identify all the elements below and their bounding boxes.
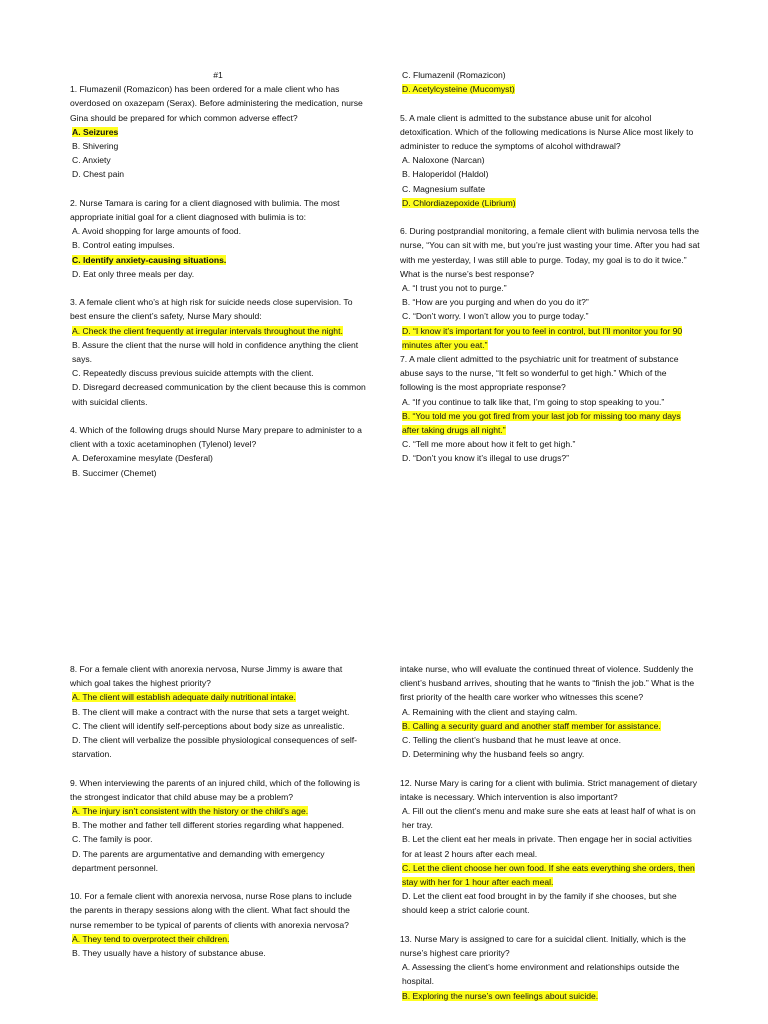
answer-option: A. Avoid shopping for large amounts of food. bbox=[72, 226, 241, 237]
question-stem: 6. During postprandial monitoring, a female client with bulimia nervosa tells the nurse, “You can sit with me, but you’re just wasting your time. After you had sat with me yesterday, I was still able to purge. Today, my goal is to do it twice.” What is the nurse’s best response? bbox=[400, 226, 700, 279]
question-11-continued bbox=[400, 662, 700, 761]
answer-option: C. “Tell me more about how it felt to get high.” bbox=[402, 439, 576, 450]
answer-option: A. Fill out the client’s menu and make sure she eats at least half of what is on her tray. bbox=[402, 806, 696, 831]
question-stem: 8. For a female client with anorexia nervosa, Nurse Jimmy is aware that which goal takes the highest priority? bbox=[70, 664, 343, 689]
question-stem: 9. When interviewing the parents of an injured child, which of the following is the strongest indicator that child abuse may be a problem? bbox=[70, 777, 360, 802]
answer-option: C. Telling the client’s husband that he must leave at once. bbox=[402, 735, 621, 746]
answer-option: B. They usually have a history of substance abuse. bbox=[72, 948, 266, 959]
question-stem: 4. Which of the following drugs should Nurse Mary prepare to administer to a client with a toxic acetaminophen (Tylenol) level? bbox=[70, 425, 362, 450]
question-stem: 1. Flumazenil (Romazicon) has been ordered for a male client who has overdosed on oxazepam (Serax). Before administering the medication, nurse Gina should be prepared for which common adverse effect? bbox=[70, 84, 363, 123]
answer-option: B. Succimer (Chemet) bbox=[72, 467, 157, 478]
answer-option: B. Let the client eat her meals in private. Then engage her in social activities for at least 2 hours after each meal. bbox=[402, 834, 692, 859]
answer-option: C. “Don’t worry. I won’t allow you to purge today.” bbox=[402, 311, 589, 322]
answer-option: C. Flumazenil (Romazicon) bbox=[402, 70, 506, 80]
answer-option-highlighted: B. Calling a security guard and another staff member for assistance. bbox=[402, 720, 661, 731]
question-3 bbox=[70, 295, 366, 409]
answer-option: D. “Don’t you know it’s illegal to use drugs?” bbox=[402, 453, 570, 464]
question-4 bbox=[70, 423, 366, 480]
answer-option-highlighted: D. “I know it’s important for you to feel in control, but I’ll monitor you for 90 minutes after you eat.” bbox=[402, 325, 683, 350]
answer-option-highlighted: D. Acetylcysteine (Mucomyst) bbox=[402, 84, 515, 95]
answer-option-highlighted: A. Seizures bbox=[72, 126, 119, 137]
answer-option-highlighted: C. Let the client choose her own food. If she eats everything she orders, then stay with her for 1 hour after each meal. bbox=[402, 862, 695, 888]
question-2 bbox=[70, 196, 366, 281]
question-8 bbox=[70, 662, 366, 761]
question-1 bbox=[70, 82, 366, 181]
answer-option: C. Repeatedly discuss previous suicide attempts with the client. bbox=[72, 368, 314, 379]
question-stem: 12. Nurse Mary is caring for a client with bulimia. Strict management of dietary intake is necessary. Which intervention is also important? bbox=[400, 777, 698, 802]
answer-option: D. Determining why the husband feels so angry. bbox=[402, 749, 585, 760]
answer-option: D. Disregard decreased communication by the client because this is common with suicidal clients. bbox=[72, 382, 366, 407]
answer-option-highlighted: A. The client will establish adequate daily nutritional intake. bbox=[72, 692, 296, 703]
answer-option: D. The client will verbalize the possible physiological consequences of self-starvation. bbox=[72, 735, 358, 760]
answer-option-highlighted: A. Check the client frequently at irregular intervals throughout the night. bbox=[72, 325, 343, 336]
answer-option: A. Naloxone (Narcan) bbox=[402, 155, 485, 166]
question-stem: 13. Nurse Mary is assigned to care for a suicidal client. Initially, which is the nurse’s highest care priority? bbox=[400, 933, 686, 959]
answer-option: A. “If you continue to talk like that, I’m going to stop speaking to you.” bbox=[402, 396, 665, 407]
answer-option: A. “I trust you not to purge.” bbox=[402, 283, 507, 294]
answer-option-highlighted: A. The injury isn’t consistent with the history or the child’s age. bbox=[72, 806, 309, 817]
answer-option: A. Deferoxamine mesylate (Desferal) bbox=[72, 453, 213, 464]
answer-option-highlighted: B. “You told me you got fired from your last job for missing too many days after taking drugs all night.” bbox=[402, 410, 681, 436]
answer-option: D. The parents are argumentative and demanding with emergency department personnel. bbox=[72, 848, 325, 873]
question-4-continued bbox=[400, 68, 700, 96]
answer-option: D. Eat only three meals per day. bbox=[72, 268, 195, 279]
answer-option: C. The family is poor. bbox=[72, 834, 153, 845]
answer-option: B. The mother and father tell different stories regarding what happened. bbox=[72, 820, 344, 831]
question-13 bbox=[400, 932, 700, 1003]
question-stem: intake nurse, who will evaluate the continued threat of violence. Suddenly the client’s husband arrives, shouting that he wants to “finish the job.” What is the first priority of the health care worker who witnesses this scene? bbox=[400, 664, 695, 703]
page2-right-column bbox=[400, 662, 700, 1003]
answer-option: B. The client will make a contract with the nurse that sets a target weight. bbox=[72, 706, 350, 717]
answer-option-highlighted: D. Chlordiazepoxide (Librium) bbox=[402, 197, 516, 208]
question-stem: 7. A male client admitted to the psychiatric unit for treatment of substance abuse says to the nurse, “It felt so wonderful to get high.” Which of the following is the most appropriate response? bbox=[400, 354, 679, 393]
question-stem: 10. For a female client with anorexia nervosa, nurse Rose plans to include the parents in therapy sessions along with the client. What fact should the nurse remember to be typical of parents of clients with anorexia nervosa? bbox=[70, 891, 352, 930]
answer-option-highlighted: B. Exploring the nurse’s own feelings about suicide. bbox=[402, 990, 599, 1001]
answer-option: B. “How are you purging and when do you do it?” bbox=[402, 297, 589, 308]
answer-option: D. Chest pain bbox=[72, 169, 125, 180]
question-5 bbox=[400, 111, 700, 210]
answer-option: B. Control eating impulses. bbox=[72, 240, 175, 251]
page2-left-column bbox=[70, 662, 366, 960]
answer-option: C. The client will identify self-perceptions about body size as unrealistic. bbox=[72, 720, 345, 731]
answer-option-highlighted: A. They tend to overprotect their children. bbox=[72, 933, 230, 944]
answer-option: B. Haloperidol (Haldol) bbox=[402, 169, 489, 180]
question-stem: 3. A female client who’s at high risk for suicide needs close supervision. To best ensure the client’s safety, Nurse Mary should: bbox=[70, 297, 353, 322]
page1-left-column bbox=[70, 68, 366, 480]
question-stem: 2. Nurse Tamara is caring for a client diagnosed with bulimia. The most appropriate initial goal for a client diagnosed with bulimia is to: bbox=[70, 197, 340, 223]
question-6 bbox=[400, 224, 700, 352]
question-stem: 5. A male client is admitted to the substance abuse unit for alcohol detoxification. Which of the following medications is Nurse Alice most likely to administer to reduce the symptoms of alcohol withdrawal? bbox=[400, 112, 694, 151]
answer-option: A. Remaining with the client and staying calm. bbox=[402, 706, 578, 717]
answer-option: C. Anxiety bbox=[72, 155, 111, 166]
answer-option: D. Let the client eat food brought in by the family if she chooses, but she should keep a strict calorie count. bbox=[402, 891, 677, 916]
question-12 bbox=[400, 776, 700, 918]
answer-option: C. Magnesium sulfate bbox=[402, 183, 486, 194]
page1-right-column bbox=[400, 68, 700, 466]
question-7 bbox=[400, 352, 700, 466]
question-9 bbox=[70, 776, 366, 875]
answer-option-highlighted: C. Identify anxiety-causing situations. bbox=[72, 254, 227, 265]
answer-option: A. Assessing the client’s home environment and relationships outside the hospital. bbox=[402, 962, 680, 987]
answer-option: B. Assure the client that the nurse will hold in confidence anything the client says. bbox=[72, 339, 359, 365]
question-10 bbox=[70, 889, 366, 960]
answer-option: B. Shivering bbox=[72, 141, 119, 152]
page-heading: #1 bbox=[213, 70, 223, 80]
